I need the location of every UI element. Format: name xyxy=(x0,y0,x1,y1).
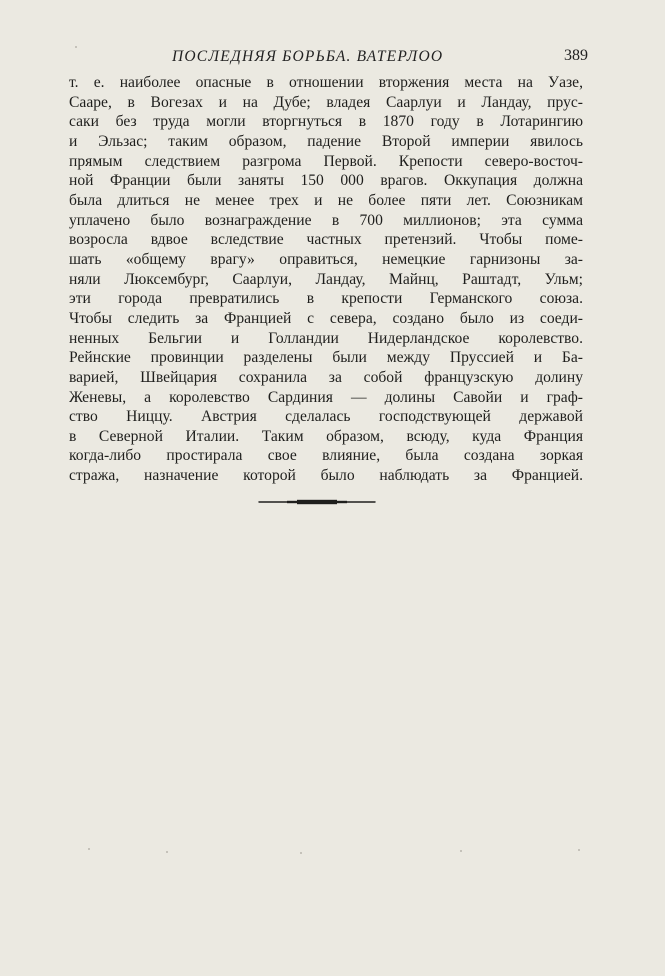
text-line: шать «общему врагу» оправиться, немецкие гарнизоны за- xyxy=(69,250,583,268)
end-ornament xyxy=(257,498,377,506)
text-line: и Эльзас; таким образом, падение Второй империи явилось xyxy=(69,132,583,150)
text-line: была длиться не менее трех и не более пяти лет. Союзникам xyxy=(69,191,583,209)
text-line: стража, назначение которой было наблюдать за Францией. xyxy=(69,467,583,485)
text-line: в Северной Италии. Таким образом, всюду, куда Франция xyxy=(69,427,583,445)
text-line: возросла вдвое вследствие частных претензий. Чтобы поме- xyxy=(69,231,583,249)
running-title: ПОСЛЕДНЯЯ БОРЬБА. ВАТЕРЛОО xyxy=(172,48,444,65)
paper-speck xyxy=(75,46,77,48)
paper-speck xyxy=(166,851,168,853)
page-number: 389 xyxy=(564,47,588,64)
text-line: ство Ниццу. Австрия сделалась господствующей державой xyxy=(69,408,583,426)
text-line: когда-либо простирала свое влияние, была создана зоркая xyxy=(69,447,583,465)
text-line: т. е. наиболее опасные в отношении вторжения места на Уазе, xyxy=(69,74,583,91)
text-line: эти города превратились в крепости Германского союза. xyxy=(69,290,583,308)
text-line: прямым следствием разгрома Первой. Крепости северо-восточ- xyxy=(69,152,583,170)
paper-speck xyxy=(578,849,580,851)
text-line: няли Люксембург, Саарлуи, Ландау, Майнц, Раштадт, Ульм; xyxy=(69,270,583,288)
text-line: Женевы, а королевство Сардиния — долины Савойи и граф- xyxy=(69,388,583,406)
text-line: Чтобы следить за Францией с севера, создано было из соеди- xyxy=(69,309,583,327)
text-line: саки без труда могли вторгнуться в 1870 году в Лотарингию xyxy=(69,113,583,131)
text-line: ненных Бельгии и Голландии Нидерландское королевство. xyxy=(69,329,583,347)
page-header xyxy=(68,44,588,68)
text-line: Рейнские провинции разделены были между Пруссией и Ба- xyxy=(69,349,583,367)
paper-speck xyxy=(300,852,302,854)
body-text xyxy=(69,73,583,486)
text-line: варией, Швейцария сохранила за собой французскую долину xyxy=(69,368,583,386)
text-line: Сааре, в Вогезах и на Дубе; владея Саарлуи и Ландау, прус- xyxy=(69,93,583,111)
paper-speck xyxy=(88,848,90,850)
paper-speck xyxy=(460,850,462,852)
text-line: уплачено было вознаграждение в 700 миллионов; эта сумма xyxy=(69,211,583,229)
text-line: ной Франции были заняты 150 000 врагов. Оккупация должна xyxy=(69,172,583,190)
